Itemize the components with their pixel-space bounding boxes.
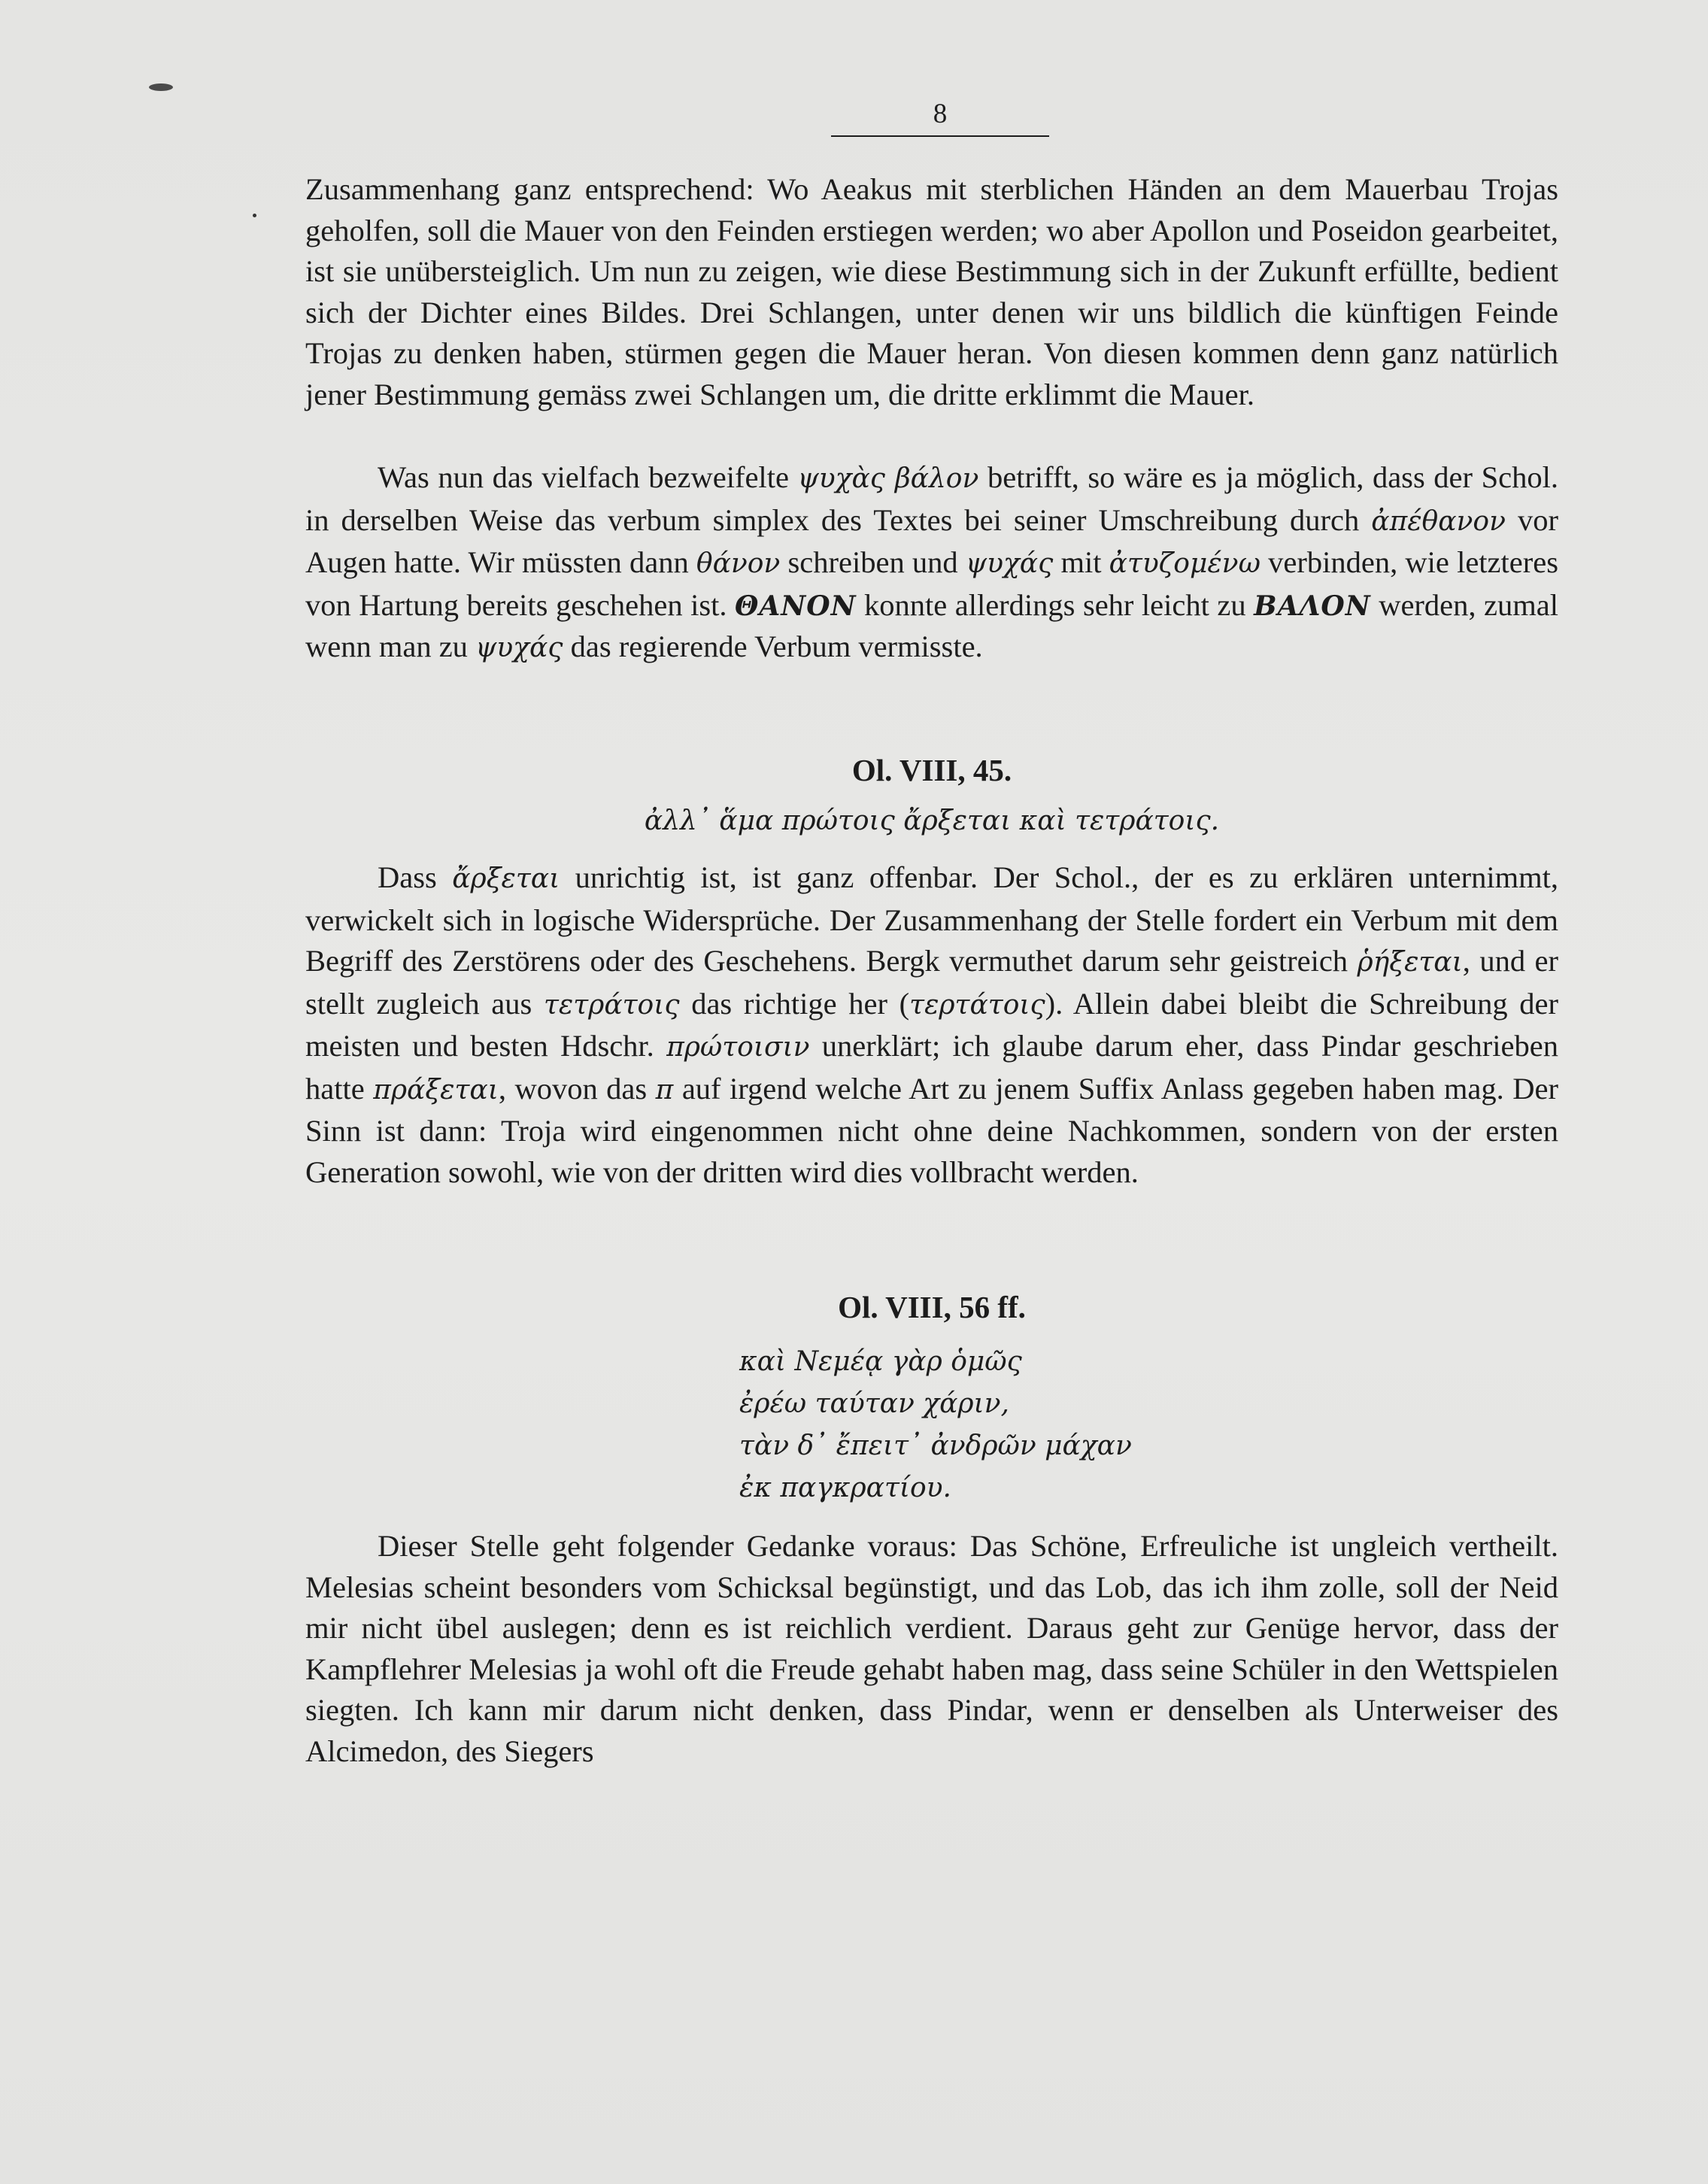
section-2-paragraph	[305, 1526, 1558, 1772]
greek-term: ἀτυζομένω	[1109, 548, 1261, 579]
quoted-verse-1: ἀλλ᾽ ἅμα πρώτοις ἄρξεται καὶ τετράτοις.	[644, 805, 1220, 836]
section-heading-1: Ol. VIII, 45.	[851, 753, 1012, 787]
paragraph-1	[305, 169, 1558, 415]
verse-line: τὰν δ᾽ ἔπειτ᾽ ἀνδρῶν μάχαν	[739, 1430, 1132, 1461]
greek-term: ΘΑΝΟΝ	[735, 590, 857, 622]
section-1-paragraph	[305, 857, 1558, 1193]
greek-term: ἄρξεται	[452, 863, 560, 894]
verse-line: ἐρέω ταύταν χάριν,	[739, 1388, 1009, 1419]
verse-line: καὶ Νεμέᾳ γὰρ ὁμῶς	[739, 1346, 1022, 1377]
page-number: 8	[933, 99, 948, 129]
quoted-verse-2	[739, 1341, 1416, 1509]
paragraph-2-text: Was nun das vielfach bezweifelte ψυχὰς βάλον betrifft, so wäre es ja möglich, dass der Schol. in derselben Weise das verbum simplex des Textes bei seiner Umschreibung durch ἀπέθανον vor Augen hatte. Wir müssten dann θάνον schreiben und ψυχάς mit ἀτυζομένω verbinden, wie letzteres von Hartung bereits geschehen ist. ΘΑΝΟΝ konnte allerdings sehr leicht zu ΒΑΛΟΝ werden, zumal wenn man zu ψυχάς das regierende Verbum vermisste.	[305, 460, 1558, 663]
greek-term: τερτάτοις	[909, 989, 1045, 1021]
greek-term: ψυχὰς βάλον	[797, 463, 979, 494]
paragraph-1-text: Zusammenhang ganz entsprechend: Wo Aeakus mit sterblichen Händen an dem Mauerbau Trojas geholfen, soll die Mauer von den Feinden erstiegen werden; wo aber Apollon und Poseidon gearbeitet, ist sie unübersteiglich. Um nun zu zeigen, wie diese Bestimmung sich in der Zukunft erfüllte, bedient sich der Dichter eines Bildes. Drei Schlangen, unter denen wir uns bildlich die künftigen Feinde Trojas zu denken haben, stürmen gegen die Mauer heran. Von diesen kommen denn ganz natürlich jener Bestimmung gemäss zwei Schlangen um, die dritte erklimmt die Mauer.	[305, 172, 1558, 411]
greek-term: θάνον	[696, 548, 781, 579]
verse-line: ἐκ παγκρατίου.	[739, 1473, 951, 1503]
greek-term: ψυχάς	[965, 548, 1054, 579]
greek-term: ψυχάς	[475, 632, 563, 663]
greek-term: ῥήξεται	[1357, 947, 1463, 978]
greek-term: πράξεται	[373, 1074, 499, 1106]
greek-term: πρώτοισιν	[666, 1032, 810, 1063]
greek-term: τετράτοις	[544, 989, 680, 1021]
header-rule	[831, 135, 1049, 137]
greek-term: π	[655, 1074, 674, 1106]
greek-term: ἀπέθανον	[1371, 505, 1506, 537]
section-1-text: Dass ἄρξεται unrichtig ist, ist ganz offenbar. Der Schol., der es zu erklären unternimmt, verwickelt sich in logische Widersprüche. Der Zusammenhang der Stelle fordert ein Verbum mit dem Begriff des Zerstörens oder des Geschehens. Bergk vermuthet darum sehr geistreich ῥήξεται, und er stellt zugleich aus τετράτοις das richtige her (τερτάτοις). Allein dabei bleibt die Schreibung der meisten und besten Hdschr. πρώτοισιν unerklärt; ich glaube darum eher, dass Pindar geschrieben hatte πράξεται, wovon das π auf irgend welche Art zu jenem Suffix Anlass gegeben haben mag. Der Sinn ist dann: Troja wird eingenommen nicht ohne deine Nachkommen, sondern von der ersten Generation sowohl, wie von der dritten wird dies vollbracht werden.	[305, 860, 1559, 1189]
greek-term: ΒΑΛΟΝ	[1254, 590, 1371, 622]
section-2-text: Dieser Stelle geht folgender Gedanke voraus: Das Schöne, Erfreuliche ist ungleich vertheilt. Melesias scheint besonders vom Schicksal begünstigt, und das Lob, das ich ihm zolle, soll der Neid mir nicht übel auslegen; denn es ist reichlich verdient. Daraus geht zur Genüge hervor, dass der Kampflehrer Melesias ja wohl oft die Freude gehabt haben mag, dass seine Schüler in den Wettspielen siegten. Ich kann mir darum nicht denken, dass Pindar, wenn er denselben als Unterweiser des Alcimedon, des Siegers	[305, 1529, 1558, 1768]
paragraph-2	[305, 457, 1558, 669]
ink-speck	[149, 83, 173, 91]
ink-dot	[253, 214, 256, 217]
section-heading-2: Ol. VIII, 56 ff.	[838, 1290, 1026, 1324]
